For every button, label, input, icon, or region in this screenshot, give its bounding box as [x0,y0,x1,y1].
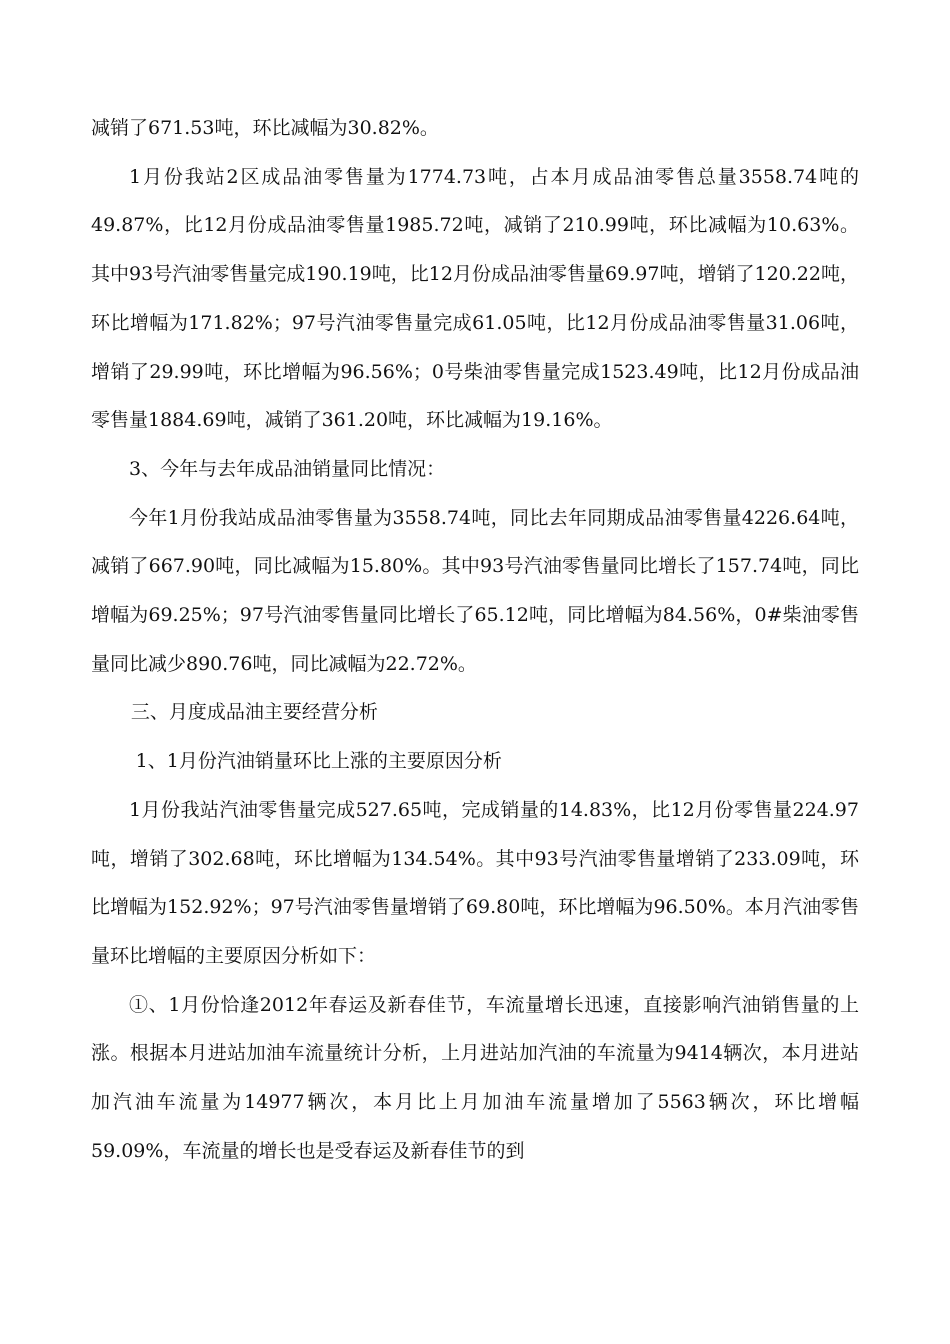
paragraph-continuation: 减销了671.53吨，环比减幅为30.82%。 [91,117,439,139]
paragraph-gasoline-sales: 1月份我站汽油零售量完成527.65吨，完成销量的14.83%，比12月份零售量224.97吨，增销了302.68吨，环比增幅为134.54%。其中93号汽油零售量增销了233.09吨，环比增幅为152.92%；97号汽油零售量增销了69.80吨，环比增幅为96.50%。本月汽油零售量环比增幅的主要原因分析如下： [91,798,859,967]
paragraph-yoy-sales: 今年1月份我站成品油零售量为3558.74吨，同比去年同期成品油零售量4226.64吨，减销了667.90吨，同比减幅为15.80%。其中93号汽油零售量同比增长了157.74吨，同比增幅为69.25%；97号汽油零售量同比增长了65.12吨，同比增幅为84.56%，0#柴油零售量同比减少890.76吨，同比减幅为22.72%。 [91,506,859,675]
subsection-heading-gasoline: 1、1月份汽油销量环比上涨的主要原因分析 [135,750,502,773]
section-heading-analysis: 三、月度成品油主要经营分析 [130,701,378,724]
section-heading-yoy: 3、今年与去年成品油销量同比情况： [129,457,446,480]
paragraph-reason-1: ①、1月份恰逢2012年春运及新春佳节，车流量增长迅速，直接影响汽油销售量的上涨。根据本月进站加油车流量统计分析，上月进站加汽油的车流量为9414辆次，本月进站加汽油车流量为14977辆次，本月比上月加油车流量增加了5563辆次，环比增幅59.09%，车流量的增长也是受春运及新春佳节的到 [91,993,859,1162]
paragraph-zone2-sales: 1月份我站2区成品油零售量为1774.73吨，占本月成品油零售总量3558.74吨的49.87%，比12月份成品油零售量1985.72吨，减销了210.99吨，环比减幅为10.63%。其中93号汽油零售量完成190.19吨，比12月份成品油零售量69.97吨，增销了120.22吨，环比增幅为171.82%；97号汽油零售量完成61.05吨，比12月份成品油零售量31.06吨，增销了29.99吨，环比增幅为96.56%；0号柴油零售量完成1523.49吨，比12月份成品油零售量1884.69吨，减销了361.20吨，环比减幅为19.16%。 [91,165,859,432]
document-body [91,104,859,1175]
